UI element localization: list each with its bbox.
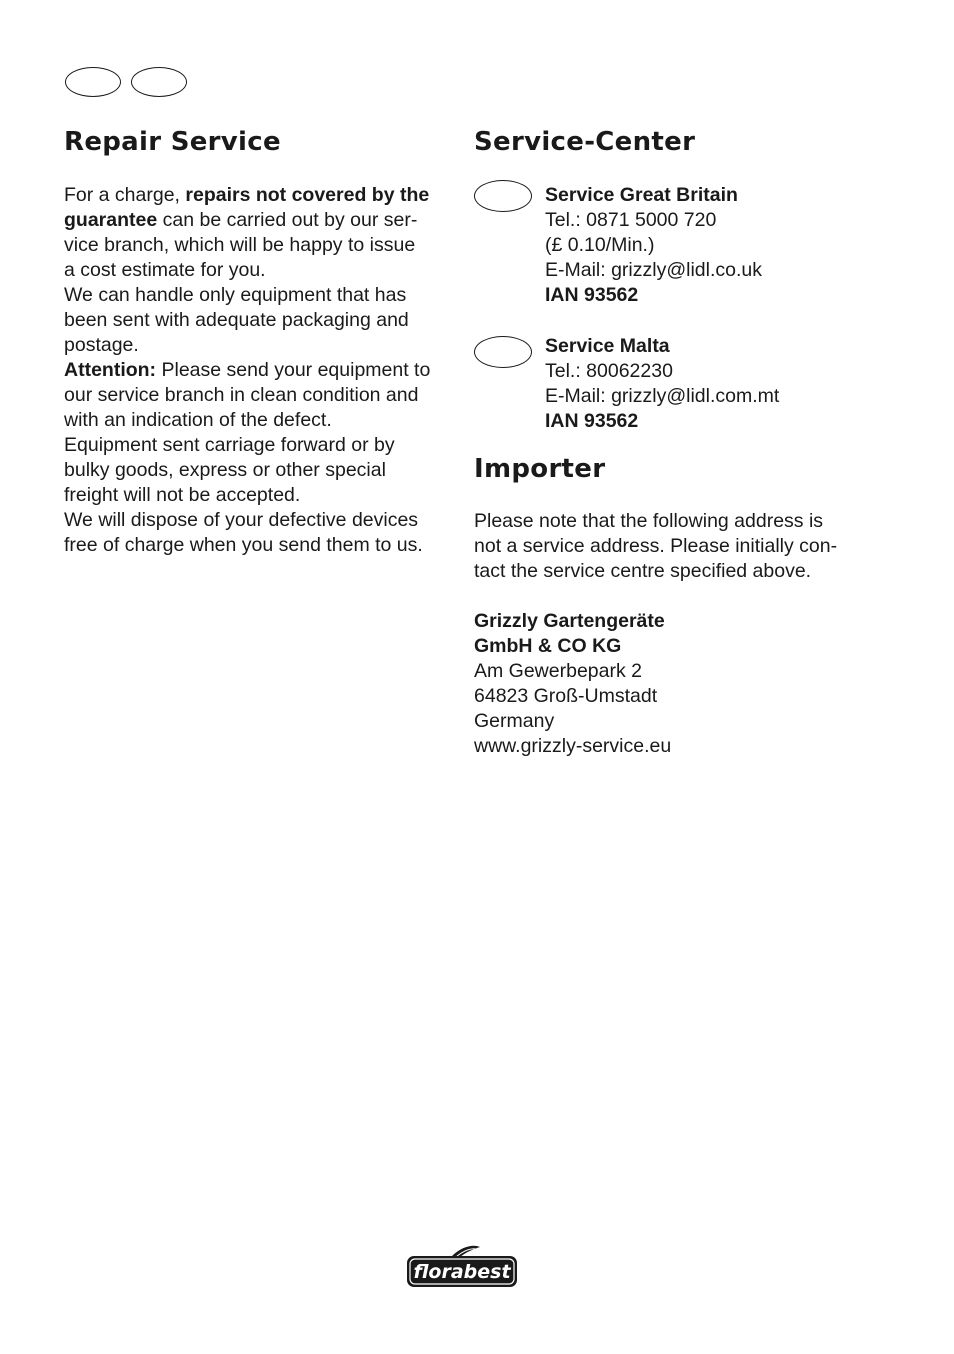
repair-text-line	[64, 358, 430, 383]
service-tel-gb: Tel.: 0871 5000 720	[545, 209, 717, 231]
body-text: For a charge,	[64, 184, 186, 206]
repair-text-line	[64, 458, 430, 483]
body-text: been sent with adequate packaging and	[64, 309, 409, 331]
body-text: Equipment sent carriage forward or by	[64, 434, 395, 456]
service-tel-mt: Tel.: 80062230	[545, 360, 673, 382]
service-email-gb: E-Mail: grizzly@lidl.co.uk	[545, 259, 763, 281]
service-rate-gb: (£ 0.10/Min.)	[545, 234, 655, 256]
service-ian-gb: IAN 93562	[545, 284, 639, 306]
repair-text-line	[64, 383, 430, 408]
repair-service-heading: Repair Service	[64, 127, 281, 157]
service-ian-mt: IAN 93562	[545, 410, 639, 432]
body-text: a cost estimate for you.	[64, 259, 266, 281]
repair-text-line	[64, 308, 430, 333]
language-badge-left	[65, 67, 121, 97]
importer-note-line: not a service address. Please initially con-	[474, 535, 838, 557]
importer-website: www.grizzly-service.eu	[474, 735, 672, 757]
language-badge-right	[131, 67, 187, 97]
importer-heading: Importer	[474, 454, 606, 484]
repair-service-text	[64, 183, 430, 558]
body-text: We will dispose of your defective devices	[64, 509, 419, 531]
body-text: Please send your equipment to	[156, 359, 431, 381]
repair-text-line	[64, 333, 430, 358]
repair-text-line	[64, 183, 430, 208]
body-text: freight will not be accepted.	[64, 484, 301, 506]
importer-country: Germany	[474, 710, 555, 732]
importer-company-line1: Grizzly Gartengeräte	[474, 610, 665, 632]
repair-text-line	[64, 483, 430, 508]
importer-city: 64823 Groß-Umstadt	[474, 685, 658, 707]
repair-text-line	[64, 433, 430, 458]
emphasis-text: Attention:	[64, 359, 157, 381]
body-text: free of charge when you send them to us.	[64, 534, 423, 556]
repair-text-line	[64, 233, 430, 258]
emphasis-text: repairs not covered by the	[185, 184, 430, 206]
repair-text-line	[64, 208, 430, 233]
service-center-heading: Service-Center	[474, 127, 696, 157]
importer-note-line: tact the service centre specified above.	[474, 560, 812, 582]
importer-note	[474, 509, 837, 584]
body-text: We can handle only equipment that has	[64, 284, 407, 306]
body-text: vice branch, which will be happy to issue	[64, 234, 416, 256]
logo-wordmark: florabest	[413, 1261, 511, 1283]
body-text: postage.	[64, 334, 139, 356]
body-text: our service branch in clean condition and	[64, 384, 419, 406]
service-name-mt: Service Malta	[545, 335, 670, 357]
country-flag-gb	[474, 180, 532, 212]
importer-address	[474, 609, 671, 759]
repair-text-line	[64, 533, 430, 558]
service-contact-mt	[545, 334, 779, 434]
country-flag-mt	[474, 336, 532, 368]
repair-text-line	[64, 258, 430, 283]
repair-text-line	[64, 408, 430, 433]
importer-company-line2: GmbH & CO KG	[474, 635, 622, 657]
body-text: bulky goods, express or other special	[64, 459, 386, 481]
service-name-gb: Service Great Britain	[545, 184, 738, 206]
service-email-mt: E-Mail: grizzly@lidl.com.mt	[545, 385, 780, 407]
florabest-logo	[404, 1244, 520, 1290]
repair-text-line	[64, 508, 430, 533]
body-text: can be carried out by our ser-	[157, 209, 418, 231]
importer-note-line: Please note that the following address is	[474, 510, 824, 532]
repair-text-line	[64, 283, 430, 308]
service-contact-gb	[545, 183, 762, 308]
emphasis-text: guarantee	[64, 209, 158, 231]
importer-street: Am Gewerbepark 2	[474, 660, 642, 682]
body-text: with an indication of the defect.	[64, 409, 332, 431]
